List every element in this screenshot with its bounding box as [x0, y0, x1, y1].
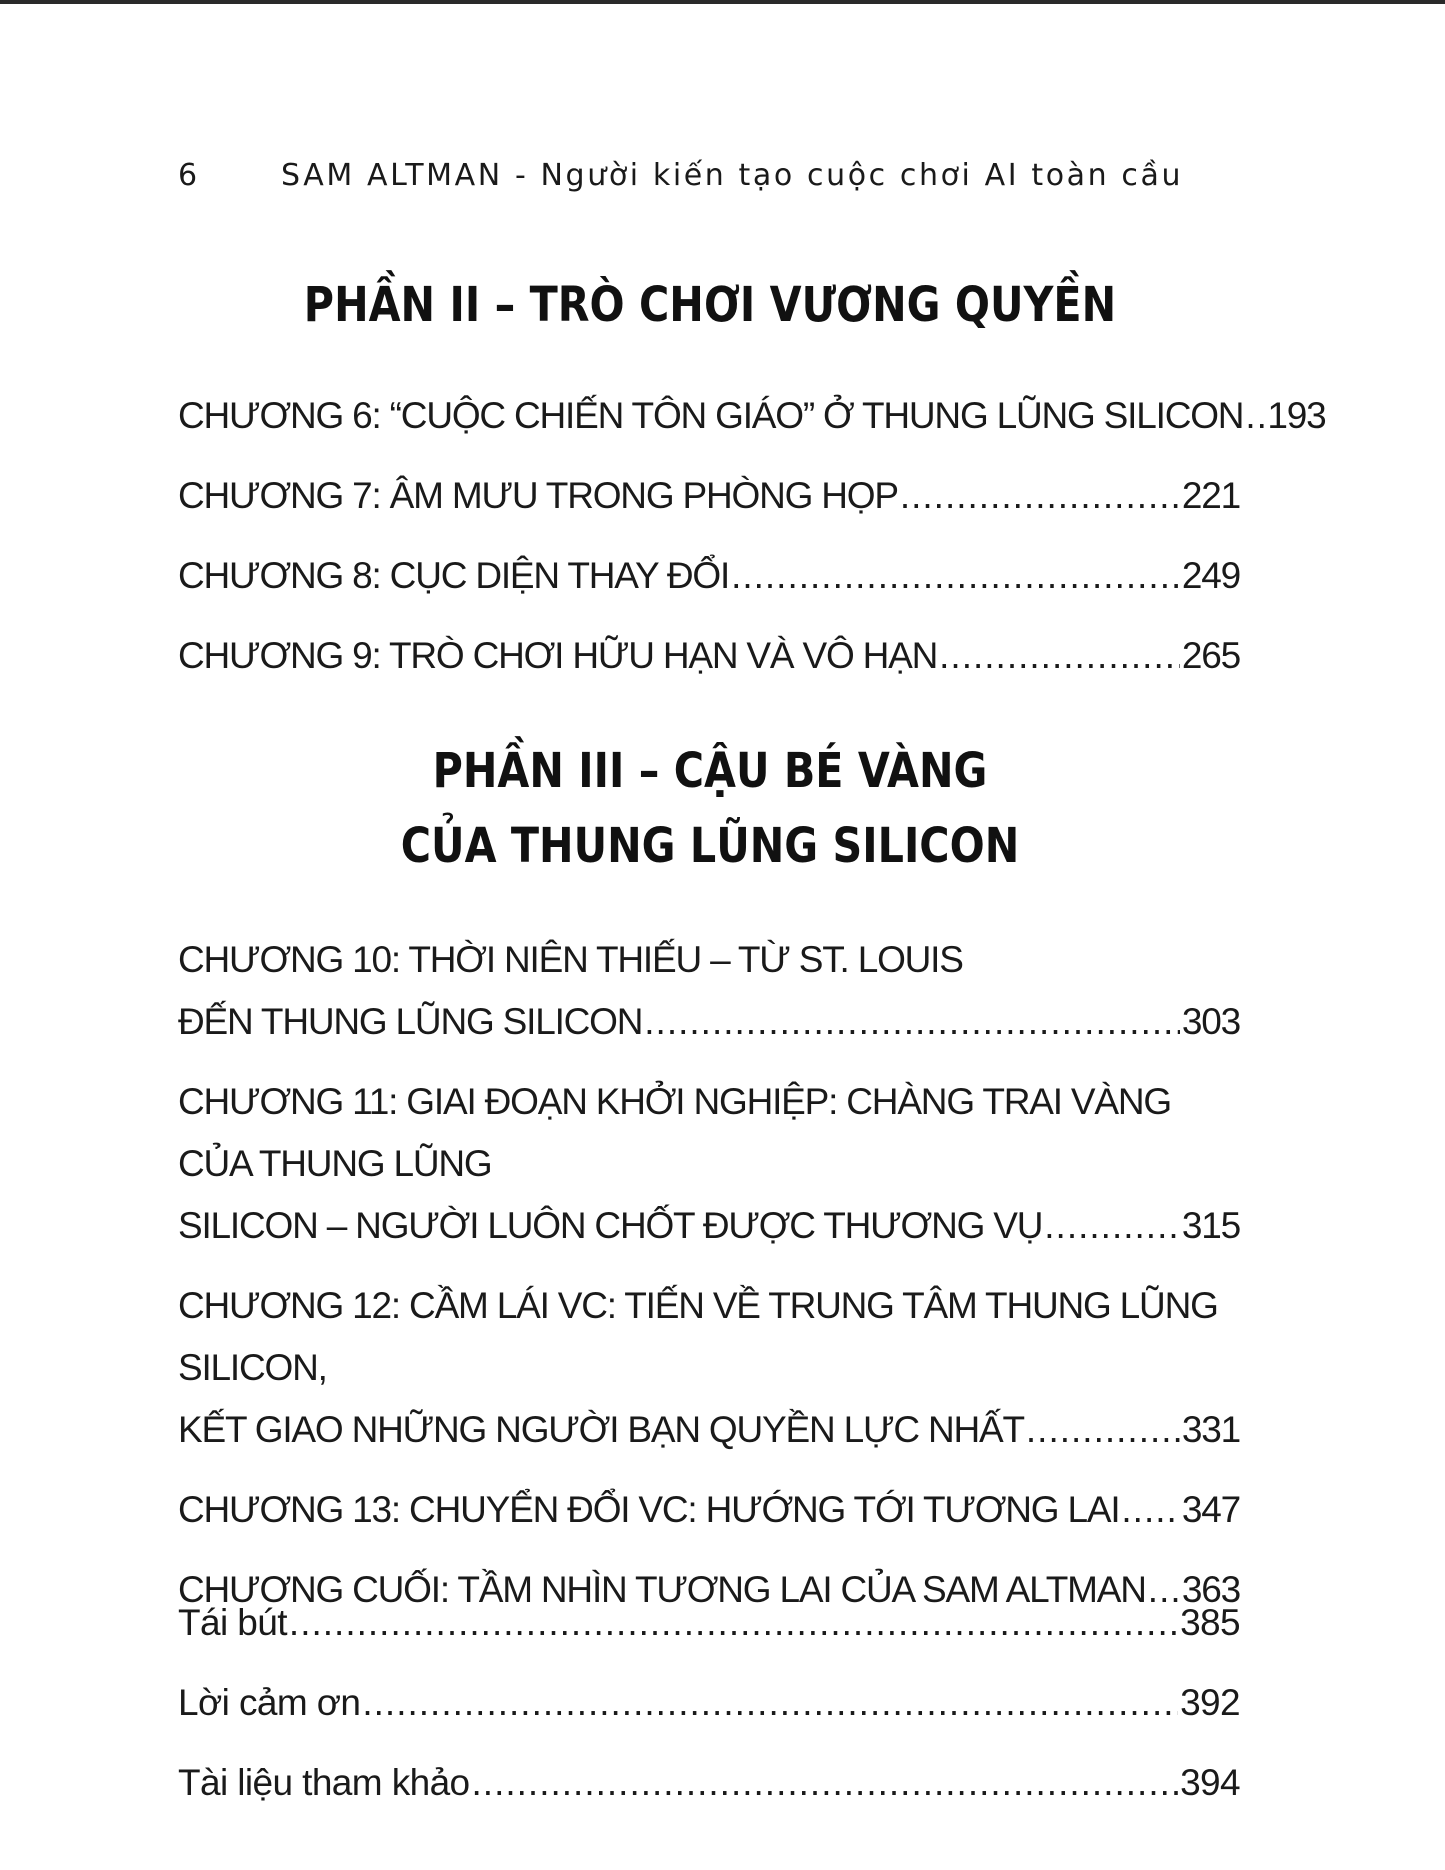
toc-entry-title: CHƯƠNG 6: “CUỘC CHIẾN TÔN GIÁO” Ở THUNG LŨNG SILICON — [178, 395, 1244, 436]
part-ii-title — [99, 268, 1320, 343]
toc-entry-chapter-9[interactable] — [178, 625, 1240, 687]
toc-entry-title-line-1: CHƯƠNG 10: THỜI NIÊN THIẾU – TỪ ST. LOUIS — [178, 939, 963, 980]
toc-entry-page: 303 — [1181, 1001, 1240, 1042]
toc-entry-page: 221 — [1181, 475, 1240, 516]
toc-entry-page: 363 — [1181, 1569, 1240, 1610]
page-number: 6 — [178, 158, 200, 193]
dot-leader — [289, 1592, 1178, 1654]
toc-entry-page: 394 — [1180, 1762, 1240, 1803]
toc-entry-page: 385 — [1180, 1602, 1240, 1643]
toc-entry-page: 315 — [1181, 1205, 1240, 1246]
toc-part-iii — [178, 929, 1240, 1621]
toc-entry-title: CHƯƠNG 7: ÂM MƯU TRONG PHÒNG HỌP — [178, 475, 898, 516]
toc-entry-page: 331 — [1181, 1409, 1240, 1450]
toc-entry-page: 392 — [1180, 1682, 1240, 1723]
part-iii-title-line-2: CỦA THUNG LŨNG SILICON — [400, 818, 1020, 874]
toc-entry-chapter-6[interactable] — [178, 385, 1326, 447]
dot-leader — [362, 1672, 1178, 1734]
toc-entry-title: CHƯƠNG 13: CHUYỂN ĐỔI VC: HƯỚNG TỚI TƯƠNG LAI — [178, 1489, 1120, 1530]
dot-leader — [1026, 1399, 1180, 1461]
dot-leader — [1245, 385, 1265, 447]
dot-leader — [731, 545, 1180, 607]
toc-entry-title: CHƯƠNG 8: CỤC DIỆN THAY ĐỔI — [178, 555, 730, 596]
toc-entry-chapter-7[interactable] — [178, 465, 1240, 527]
toc-entry-chapter-8[interactable] — [178, 545, 1240, 607]
toc-entry-title-line-2: KẾT GIAO NHỮNG NGƯỜI BẠN QUYỀN LỰC NHẤT — [178, 1409, 1024, 1450]
running-title: SAM ALTMAN - Người kiến tạo cuộc chơi AI toàn cầu — [281, 158, 1184, 193]
dot-leader — [1044, 1195, 1180, 1257]
toc-entry-chapter-12[interactable] — [178, 1275, 1240, 1461]
toc-entry-title: Tái bút — [178, 1602, 287, 1643]
toc-back-matter — [178, 1592, 1240, 1814]
toc-entry-acknowledgements[interactable] — [178, 1672, 1240, 1734]
toc-entry-chapter-13[interactable] — [178, 1479, 1240, 1541]
dot-leader — [644, 991, 1180, 1053]
toc-entry-chapter-10[interactable] — [178, 929, 1240, 1053]
toc-part-ii — [178, 385, 1326, 687]
toc-entry-title-line-2: ĐẾN THUNG LŨNG SILICON — [178, 1001, 643, 1042]
toc-entry-title: CHƯƠNG 9: TRÒ CHƠI HỮU HẠN VÀ VÔ HẠN — [178, 635, 938, 676]
toc-entry-page: 347 — [1181, 1489, 1240, 1530]
top-rule — [0, 0, 1445, 4]
dot-leader — [472, 1752, 1179, 1814]
dot-leader — [939, 625, 1180, 687]
part-ii-title-text: PHẦN II – TRÒ CHƠI VƯƠNG QUYỀN — [303, 277, 1117, 333]
part-iii-title — [99, 734, 1320, 884]
toc-entry-title-line-2: SILICON – NGƯỜI LUÔN CHỐT ĐƯỢC THƯƠNG VỤ — [178, 1205, 1043, 1246]
toc-entry-title-line-1: CHƯƠNG 11: GIAI ĐOẠN KHỞI NGHIỆP: CHÀNG TRAI VÀNG CỦA THUNG LŨNG — [178, 1081, 1171, 1184]
toc-entry-references[interactable] — [178, 1752, 1240, 1814]
toc-entry-title: Tài liệu tham khảo — [178, 1762, 470, 1803]
toc-entry-page: 193 — [1267, 395, 1326, 436]
toc-entry-chapter-11[interactable] — [178, 1071, 1240, 1257]
dot-leader — [900, 465, 1180, 527]
toc-entry-page: 265 — [1181, 635, 1240, 676]
toc-entry-title-line-1: CHƯƠNG 12: CẦM LÁI VC: TIẾN VỀ TRUNG TÂM THUNG LŨNG SILICON, — [178, 1285, 1218, 1388]
part-iii-title-line-1: PHẦN III – CẬU BÉ VÀNG — [432, 743, 988, 799]
dot-leader — [1121, 1479, 1179, 1541]
toc-entry-postscript[interactable] — [178, 1592, 1240, 1654]
toc-entry-title: Lời cảm ơn — [178, 1682, 361, 1723]
running-header — [178, 158, 1183, 193]
toc-entry-page: 249 — [1181, 555, 1240, 596]
toc-entry-title: CHƯƠNG CUỐI: TẦM NHÌN TƯƠNG LAI CỦA SAM ALTMAN — [178, 1569, 1146, 1610]
